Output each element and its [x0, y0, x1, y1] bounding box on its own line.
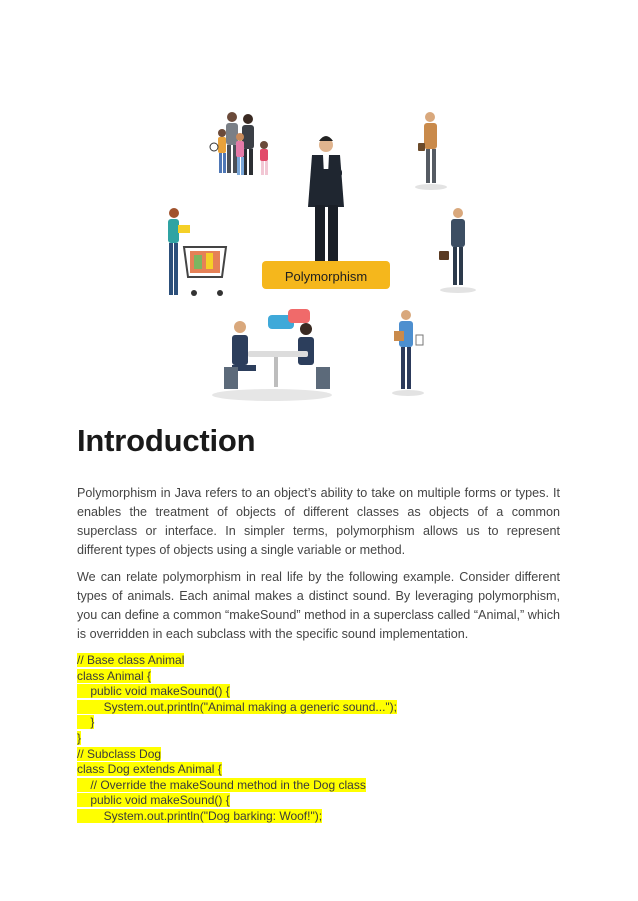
code-line-text: // Subclass Dog: [77, 746, 162, 761]
meeting-figure: [212, 309, 332, 401]
code-line: [77, 653, 397, 669]
code-line-text: public void makeSound() {: [77, 684, 230, 699]
man-with-bag-figure: [415, 112, 447, 190]
code-line: [77, 809, 397, 825]
polymorphism-illustration: [140, 105, 500, 405]
code-line-text: class Animal {: [77, 668, 152, 683]
code-line-text: // Override the makeSound method in the Dog class: [77, 777, 366, 792]
code-line: [77, 731, 397, 747]
banner-label: Polymorphism: [284, 269, 368, 284]
shopping-man-figure: [168, 208, 226, 296]
delivery-man-figure: [392, 310, 424, 396]
page-title: Introduction: [77, 423, 256, 458]
man-with-briefcase-figure: [439, 208, 476, 293]
code-line: [77, 793, 397, 809]
code-line: [77, 715, 397, 731]
businessman-figure: [308, 136, 385, 269]
code-line-text: // Base class Animal: [77, 653, 185, 667]
intro-paragraph-2: We can relate polymorphism in real life by the following example. Consider different types of animals. Each animal makes a distinct sound. By leveraging polymorphism, you can define a common “makeSound” method in a superclass called “Animal,” which is overridden in each subclass with the specific sound implementation.: [77, 570, 560, 641]
code-line-text: public void makeSound() {: [77, 793, 230, 808]
code-line-text: }: [77, 715, 95, 730]
family-figure: [210, 112, 268, 175]
code-line-text: System.out.println("Dog barking: Woof!");: [77, 808, 323, 823]
polymorphism-banner: [262, 261, 390, 289]
intro-paragraph-1: Polymorphism in Java refers to an object’s ability to take on multiple forms or types. It enables the treatment of objects of different classes as objects of a common superclass or interface. In simpler terms, polymorphism allows us to represent different types of objects using a single variable or method.: [77, 486, 560, 557]
code-line-text: }: [77, 730, 82, 745]
code-line: [77, 684, 397, 700]
code-snippet: [77, 653, 397, 825]
code-line-text: System.out.println("Animal making a generic sound...");: [77, 699, 397, 714]
code-line-text: class Dog extends Animal {: [77, 762, 222, 777]
code-line: [77, 747, 397, 763]
code-line: [77, 669, 397, 685]
code-line: [77, 762, 397, 778]
code-line: [77, 700, 397, 716]
code-line: [77, 778, 397, 794]
